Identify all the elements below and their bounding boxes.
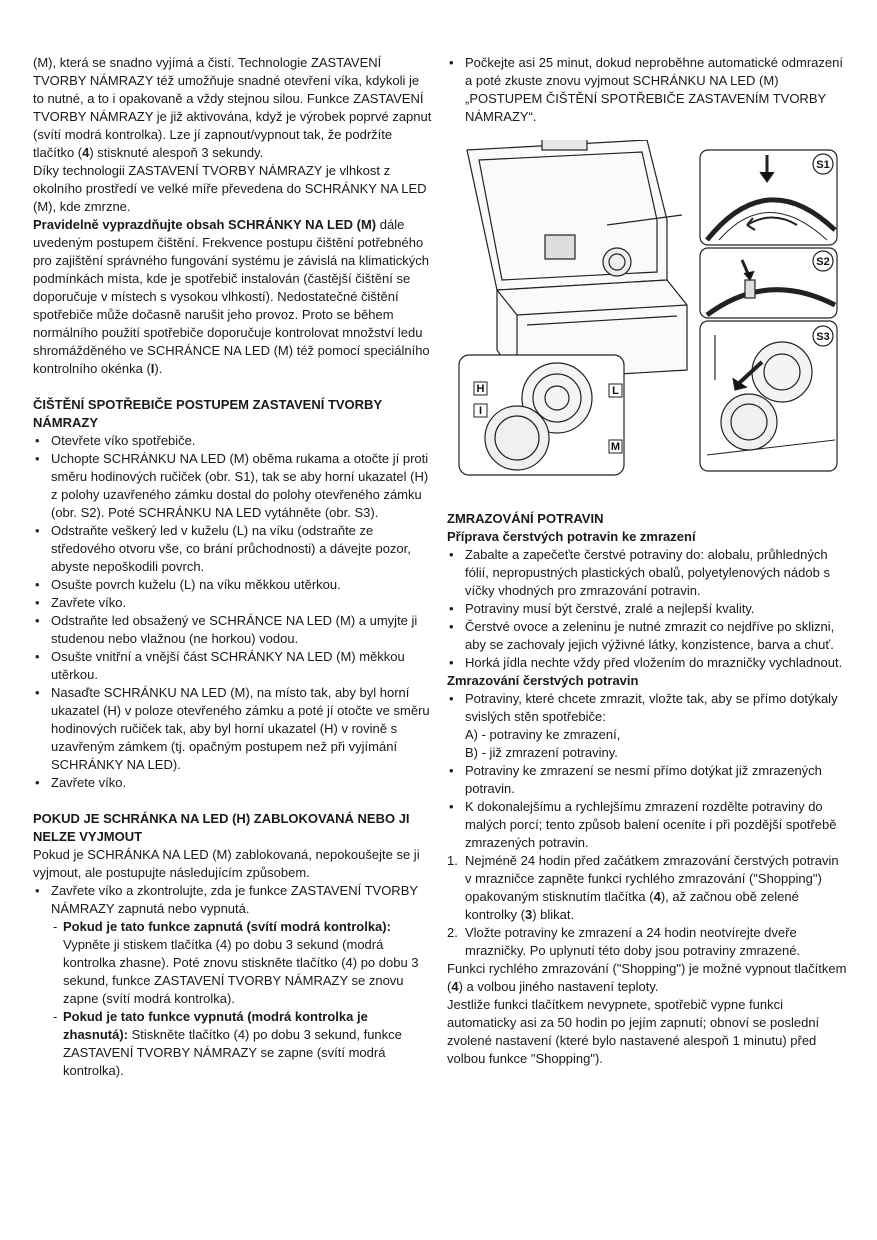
- option-a: A) - potraviny ke zmrazení,: [465, 727, 621, 742]
- list-item: • Potraviny, které chcete zmrazit, vložte tak, aby se přímo dotýkaly svislých stěn spotřebiče: A) - potraviny ke zmrazení, B) - již zmrazení potraviny.: [447, 690, 847, 762]
- blocked-heading: POKUD JE SCHRÁNKA NA LED (H) ZABLOKOVANÁ NEBO JI NELZE VYJMOUT: [33, 811, 410, 844]
- sublist-item: - Pokud je tato funkce vypnutá (modrá kontrolka je zhasnutá): Stiskněte tlačítko (4) po dobu 3 sekund, funkce ZASTAVENÍ TVORBY NÁMRAZY se zapne (svítí modrá kontrolka).: [51, 1008, 433, 1080]
- freezing-heading: ZMRAZOVÁNÍ POTRAVIN: [447, 511, 604, 526]
- label-l: L: [612, 385, 619, 397]
- intro-paragraph-2: Díky technologii ZASTAVENÍ TVORBY NÁMRAZY je vlhkost z okolního prostředí ve velké míře převedena do SCHRÁNKY NA LED (M), kde zmrzne.: [33, 163, 427, 214]
- blocked-sublist: [51, 918, 433, 1080]
- list-item: • Nasaďte SCHRÁNKU NA LED (M), na místo tak, aby byl horní ukazatel (H) v poloze otevřeného zámku a poté jí otočte ve směru hodinových ručiček tak, aby byl horní ukazatel (H) v rovině s uzavřeným zámkem (tj. opačným postupem než při vyjímání SCHRÁNKY NA LED).: [33, 684, 433, 774]
- list-item: • Zavřete víko.: [33, 774, 433, 792]
- prep-heading: Příprava čerstvých potravin ke zmrazení: [447, 529, 696, 544]
- list-item: • Potraviny ke zmrazení se nesmí přímo dotýkat již zmrazených potravin.: [447, 762, 847, 798]
- list-item: • Potraviny musí být čerstvé, zralé a nejlepší kvality.: [447, 600, 847, 618]
- intro-paragraph-1: (M), která se snadno vyjímá a čistí. Technologie ZASTAVENÍ TVORBY NÁMRAZY též umožňuje snadné otevření víka, kdykoli je to nutné, a to i opakovaně a vždy stejnou silou. Funkce ZASTAVENÍ TVORBY NÁMRAZY je již aktivována, když je výrobek poprvé zapnut (svítí modrá kontrolka). Lze jí zapnout/vypnout tak, že podržíte tlačítko (4) stisknuté alespoň 3 sekundy.: [33, 55, 432, 160]
- cleaning-list: [33, 432, 433, 792]
- right-column-bottom: [447, 510, 847, 1068]
- cleaning-heading: ČIŠTĚNÍ SPOTŘEBIČE POSTUPEM ZASTAVENÍ TVORBY NÁMRAZY: [33, 397, 382, 430]
- label-m: M: [610, 441, 621, 453]
- list-item: • Zabalte a zapečeťte čerstvé potraviny do: alobalu, průhledných fólií, nepropustných plastických obalů, polyetylenových nádob s víčky vhodných pro zmrazování potravin.: [447, 546, 847, 600]
- right-column-top: [447, 54, 847, 126]
- label-h: H: [476, 383, 485, 395]
- intro-paragraph-3: Pravidelně vyprazdňujte obsah SCHRÁNKY NA LED (M) dále uvedeným postupem čištění. Frekvence postupu čištění potřebného pro zajištění správného fungování systému je závislá na klimatických podmínkách místa, kde je spotřebič instalován (častější čištění se doporučuje v místech s vysokou vlhkostí). Nedostatečné čištění spotřebiče může dočasně narušit jeho provoz. Proto se během normálního použití spotřebiče doporučuje kontrolovat množství ledu shromážděného ve SCHRÁNCE NA LED (M) též pomocí speciálního kontrolního okénka (I).: [33, 217, 430, 376]
- freeze-list: [447, 690, 847, 852]
- list-item: • Odstraňte led obsažený ve SCHRÁNCE NA LED (M) a umyjte ji studenou nebo vlažnou (ne horkou) vodou.: [33, 612, 433, 648]
- numbered-item: 1. Nejméně 24 hodin před začátkem zmrazování čerstvých potravin v mrazničce zapněte funkci rychlého zmrazování ("Shopping") opakovaným stisknutím tlačítka (4), až začnou obě zelené kontrolky (3) blikat.: [447, 853, 839, 922]
- ice-box-illustration: [457, 140, 840, 480]
- blocked-intro: Pokud je SCHRÁNKA NA LED (M) zablokovaná, nepokoušejte se ji vyjmout, ale postupujte následujícím způsobem.: [33, 847, 420, 880]
- option-b: B) - již zmrazení potraviny.: [465, 745, 618, 760]
- list-item: • Horká jídla nechte vždy před vložením do mrazničky vychladnout.: [447, 654, 847, 672]
- list-item: • Osušte vnitřní a vnější část SCHRÁNKY NA LED (M) měkkou utěrkou.: [33, 648, 433, 684]
- list-item: • Čerstvé ovoce a zeleninu je nutné zmrazit co nejdříve po sklizni, aby se zachovaly jejich výživné látky, konzistence, barva a chuť.: [447, 618, 847, 654]
- steps-list: [447, 852, 847, 960]
- label-i: I: [478, 405, 483, 417]
- shopping-paragraph-2: Jestliže funkci tlačítkem nevypnete, spotřebič vypne funkci automaticky asi za 50 hodin po jejím zapnutí; obnoví se poslední zvolené nastavení (které bylo nastavené alespoň 1 minutu) před volbou funkce "Shopping").: [447, 997, 820, 1066]
- list-item: • Zavřete víko.: [33, 594, 433, 612]
- wait-list: [447, 54, 847, 126]
- label-s3: S3: [816, 331, 830, 343]
- list-item: • Odstraňte veškerý led v kuželu (L) na víku (odstraňte ze středového otvoru vše, co brání průchodnosti) a dávejte pozor, abyste nepoškodili povrch.: [33, 522, 433, 576]
- list-item: • Počkejte asi 25 minut, dokud neproběhne automatické odmrazení a poté zkuste znovu vyjmout SCHRÁNKU NA LED (M) „POSTUPEM ČIŠTĚNÍ SPOTŘEBIČE ZASTAVENÍM TVORBY NÁMRAZY“.: [447, 54, 847, 126]
- left-column: [33, 54, 433, 1080]
- numbered-item: 2. Vložte potraviny ke zmrazení a 24 hodin neotvírejte dveře mrazničky. Po uplynutí této doby jsou potraviny zmrazené.: [447, 925, 801, 958]
- freeze-heading: Zmrazování čerstvých potravin: [447, 673, 639, 688]
- list-item: • Uchopte SCHRÁNKU NA LED (M) oběma rukama a otočte jí proti směru hodinových ručiček (obr. S1), tak se aby horní ukazatel (H) z polohy uzavřeného zámku dostal do polohy otevřeného zámku (obr. S2). Poté SCHRÁNKU NA LED vytáhněte (obr. S3).: [33, 450, 433, 522]
- list-item: • Zavřete víko a zkontrolujte, zda je funkce ZASTAVENÍ TVORBY NÁMRAZY zapnutá nebo vypnutá. - Pokud je tato funkce zapnutá (svítí modrá kontrolka): Vypněte ji stiskem tlačítka (4) po dobu 3 sekund (modrá kontrolka zhasne). Poté znovu stiskněte tlačítko (4) po dobu 3 sekund, funkce ZASTAVENÍ TVORBY NÁMRAZY se znovu zapne (svítí modrá kontrolka). - Pokud je tato funkce vypnutá (modrá kontrolka je zhasnutá): Stiskněte tlačítko (4) po dobu 3 sekund, funkce ZASTAVENÍ TVORBY NÁMRAZY se zapne (svítí modrá kontrolka).: [33, 882, 433, 1080]
- list-item: • K dokonalejšímu a rychlejšímu zmrazení rozdělte potraviny do malých porcí; tento způsob balení oceníte i při pozdější spotřebě zmrazených potravin.: [447, 798, 847, 852]
- sublist-item: - Pokud je tato funkce zapnutá (svítí modrá kontrolka): Vypněte ji stiskem tlačítka (4) po dobu 3 sekund (modrá kontrolka zhasne). Poté znovu stiskněte tlačítko (4) po dobu 3 sekund, funkce ZASTAVENÍ TVORBY NÁMRAZY se znovu zapne (svítí modrá kontrolka).: [51, 918, 433, 1008]
- list-item: • Otevřete víko spotřebiče.: [33, 432, 433, 450]
- list-item: • Osušte povrch kuželu (L) na víku měkkou utěrkou.: [33, 576, 433, 594]
- label-s2: S2: [816, 256, 830, 268]
- shopping-paragraph-1: Funkci rychlého zmrazování ("Shopping") je možné vypnout tlačítkem (4) a volbou jiného nastavení teploty.: [447, 961, 847, 994]
- label-s1: S1: [816, 159, 830, 171]
- prep-list: [447, 546, 847, 672]
- blocked-list: [33, 882, 433, 1080]
